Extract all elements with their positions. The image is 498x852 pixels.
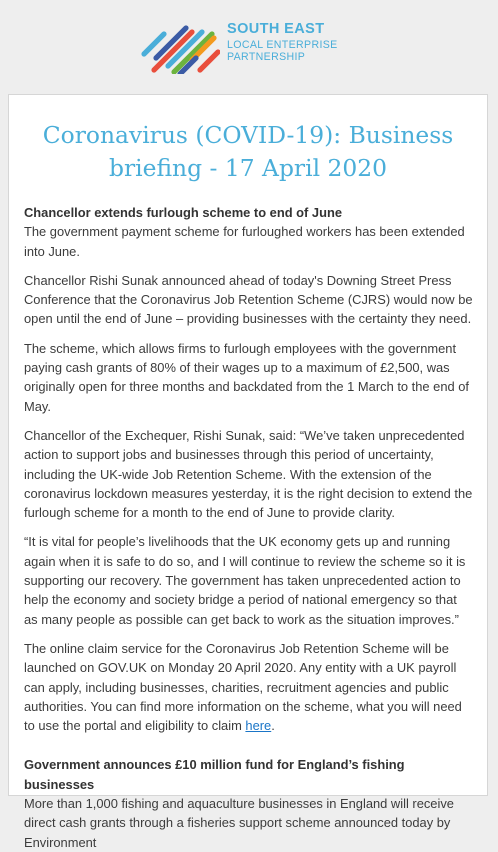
- section-heading-furlough: Chancellor extends furlough scheme to end of June: [24, 205, 343, 220]
- logo-line-1: SOUTH EAST: [227, 21, 325, 37]
- briefing-card: [8, 94, 488, 850]
- selep-logo-icon: [140, 14, 220, 74]
- here-link[interactable]: here: [245, 718, 272, 734]
- logo-text: [227, 22, 338, 65]
- header: [0, 0, 498, 94]
- paragraph-text: The online claim service for the Coronavirus Job Retention Scheme will be launched on GOV.UK on Monday 20 April 2020. Any entity with a UK payroll can apply, including businesses, charities, recruitment agencies and public authorities. You can find more information on the scheme, what you will need to use the portal and eligibility to claim: [24, 640, 462, 734]
- logo-line-2: LOCAL ENTERPRISE: [227, 38, 338, 51]
- logo-stripe: [200, 52, 218, 70]
- paragraph-end: .: [271, 718, 275, 734]
- briefing-content: [9, 203, 487, 852]
- section-heading-fishing: Government announces £10 million fund for England’s fishing businesses: [24, 757, 405, 792]
- paragraph: The government payment scheme for furloughed workers has been extended into June.: [24, 224, 465, 259]
- paragraph: “It is vital for people’s livelihoods that the UK economy gets up and running again when it is safe to do so, and I will continue to review the scheme so it is supporting our recovery. The government has taken unprecedented action to help the economy and society bridge a period of national emergency so that as many people as possible can get back to work as the situation improves.”: [24, 534, 466, 627]
- paragraph-claim-service: [24, 639, 473, 735]
- paragraph: Chancellor Rishi Sunak announced ahead of today's Downing Street Press Conference that the Coronavirus Job Retention Scheme (CJRS) would now be open until the end of June – providing businesses with the certainty they need.: [24, 272, 473, 327]
- paragraph: The scheme, which allows firms to furlough employees with the government paying cash grants of 80% of their wages up to a maximum of £2,500, was originally open for three months and backdated from the 1 March to the end of May.: [24, 340, 469, 414]
- briefing-title: Coronavirus (COVID-19): Business briefing - 17 April 2020: [42, 121, 454, 182]
- logo-line-3: PARTNERSHIP: [227, 51, 306, 64]
- paragraph: Chancellor of the Exchequer, Rishi Sunak, said: “We’ve taken unprecedented action to support jobs and businesses through this period of uncertainty, including the UK-wide Job Retention Scheme. With the extension of the coronavirus lockdown measures yesterday, it is the right decision to extend the furlough scheme for a month to the end of June to provide clarity.: [24, 427, 473, 521]
- divider-space: [24, 745, 473, 755]
- paragraph: More than 1,000 fishing and aquaculture businesses in England will receive direct cash grants through a fisheries support scheme announced today by Environment: [24, 796, 454, 850]
